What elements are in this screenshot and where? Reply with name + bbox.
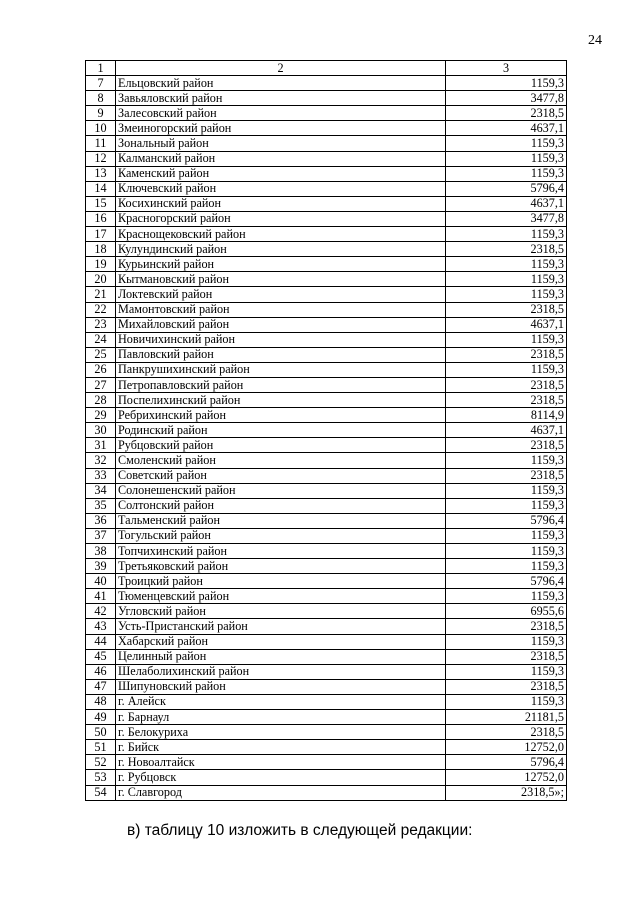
amount-value: 1159,3 (446, 453, 567, 468)
amount-value: 5796,4 (446, 513, 567, 528)
amount-value: 2318,5 (446, 619, 567, 634)
row-number: 37 (86, 528, 116, 543)
amount-value: 1159,3 (446, 287, 567, 302)
amount-value: 1159,3 (446, 151, 567, 166)
table-header-row (86, 61, 567, 76)
municipality-name: Завьяловский район (116, 91, 446, 106)
amount-value: 2318,5 (446, 649, 567, 664)
municipality-name: г. Новоалтайск (116, 755, 446, 770)
row-number: 51 (86, 740, 116, 755)
table-row (86, 438, 567, 453)
row-number: 44 (86, 634, 116, 649)
amount-value: 2318,5 (446, 377, 567, 392)
municipality-name: Шипуновский район (116, 679, 446, 694)
table-row (86, 740, 567, 755)
row-number: 10 (86, 121, 116, 136)
table-row (86, 76, 567, 91)
table-row (86, 317, 567, 332)
amount-value: 21181,5 (446, 710, 567, 725)
table-row (86, 513, 567, 528)
amount-value: 6955,6 (446, 604, 567, 619)
table-row (86, 468, 567, 483)
amount-value: 2318,5 (446, 302, 567, 317)
row-number: 32 (86, 453, 116, 468)
table-row (86, 91, 567, 106)
municipality-name: Курьинский район (116, 257, 446, 272)
amount-value: 1159,3 (446, 362, 567, 377)
row-number: 36 (86, 513, 116, 528)
row-number: 31 (86, 438, 116, 453)
row-number: 28 (86, 393, 116, 408)
amount-value: 2318,5 (446, 468, 567, 483)
row-number: 19 (86, 257, 116, 272)
municipality-name: Зональный район (116, 136, 446, 151)
amount-value: 1159,3 (446, 257, 567, 272)
municipality-name: Тюменцевский район (116, 589, 446, 604)
table-row (86, 347, 567, 362)
municipality-name: Панкрушихинский район (116, 362, 446, 377)
table-body (86, 61, 567, 801)
municipality-name: Поспелихинский район (116, 393, 446, 408)
table-row (86, 664, 567, 679)
amount-value: 1159,3 (446, 136, 567, 151)
row-number: 22 (86, 302, 116, 317)
table-row (86, 619, 567, 634)
table-row (86, 121, 567, 136)
row-number: 50 (86, 725, 116, 740)
row-number: 48 (86, 694, 116, 709)
row-number: 12 (86, 151, 116, 166)
municipality-name: Косихинский район (116, 196, 446, 211)
table-row (86, 770, 567, 785)
table-row (86, 649, 567, 664)
row-number: 45 (86, 649, 116, 664)
municipality-name: Тогульский район (116, 528, 446, 543)
table-row (86, 242, 567, 257)
municipality-name: Солтонский район (116, 498, 446, 513)
amount-value: 1159,3 (446, 559, 567, 574)
municipality-name: Ключевский район (116, 181, 446, 196)
row-number: 8 (86, 91, 116, 106)
table-row (86, 785, 567, 800)
row-number: 9 (86, 106, 116, 121)
municipality-name: Новичихинский район (116, 332, 446, 347)
table-row (86, 498, 567, 513)
amount-value: 1159,3 (446, 528, 567, 543)
allocation-table (85, 60, 567, 801)
row-number: 29 (86, 408, 116, 423)
table-row (86, 227, 567, 242)
table-row (86, 287, 567, 302)
table-row (86, 589, 567, 604)
municipality-name: Петропавловский район (116, 377, 446, 392)
municipality-name: Рубцовский район (116, 438, 446, 453)
municipality-name: г. Бийск (116, 740, 446, 755)
municipality-name: Тальменский район (116, 513, 446, 528)
amount-value: 1159,3 (446, 664, 567, 679)
municipality-name: Ребрихинский район (116, 408, 446, 423)
row-number: 41 (86, 589, 116, 604)
municipality-name: Топчихинский район (116, 544, 446, 559)
table-row (86, 528, 567, 543)
municipality-name: Целинный район (116, 649, 446, 664)
table-row (86, 196, 567, 211)
table-row (86, 559, 567, 574)
municipality-name: Мамонтовский район (116, 302, 446, 317)
municipality-name: Михайловский район (116, 317, 446, 332)
row-number: 27 (86, 377, 116, 392)
municipality-name: Кулундинский район (116, 242, 446, 257)
municipality-name: Шелаболихинский район (116, 664, 446, 679)
row-number: 42 (86, 604, 116, 619)
table-row (86, 272, 567, 287)
row-number: 39 (86, 559, 116, 574)
row-number: 18 (86, 242, 116, 257)
row-number: 17 (86, 227, 116, 242)
row-number: 38 (86, 544, 116, 559)
municipality-name: Кытмановский район (116, 272, 446, 287)
row-number: 23 (86, 317, 116, 332)
table-row (86, 393, 567, 408)
amount-value: 2318,5 (446, 242, 567, 257)
row-number: 49 (86, 710, 116, 725)
amount-value: 2318,5 (446, 393, 567, 408)
table-row (86, 423, 567, 438)
amount-value: 1159,3 (446, 544, 567, 559)
municipality-name: Ельцовский район (116, 76, 446, 91)
table-row (86, 679, 567, 694)
amount-value: 1159,3 (446, 166, 567, 181)
municipality-name: Троицкий район (116, 574, 446, 589)
table-row (86, 453, 567, 468)
municipality-name: Смоленский район (116, 453, 446, 468)
table-row (86, 725, 567, 740)
row-number: 47 (86, 679, 116, 694)
row-number: 35 (86, 498, 116, 513)
table-row (86, 166, 567, 181)
amount-value: 12752,0 (446, 770, 567, 785)
amount-value: 5796,4 (446, 755, 567, 770)
amount-value: 2318,5 (446, 106, 567, 121)
municipality-name: г. Барнаул (116, 710, 446, 725)
row-number: 54 (86, 785, 116, 800)
amount-value: 4637,1 (446, 423, 567, 438)
row-number: 34 (86, 483, 116, 498)
table-row (86, 151, 567, 166)
table-row (86, 106, 567, 121)
table-row (86, 483, 567, 498)
table-row (86, 302, 567, 317)
row-number: 53 (86, 770, 116, 785)
municipality-name: Третьяковский район (116, 559, 446, 574)
row-number: 46 (86, 664, 116, 679)
row-number: 33 (86, 468, 116, 483)
amount-value: 1159,3 (446, 227, 567, 242)
municipality-name: Калманский район (116, 151, 446, 166)
amount-value: 4637,1 (446, 196, 567, 211)
amount-value: 1159,3 (446, 76, 567, 91)
amount-value: 1159,3 (446, 694, 567, 709)
table-row (86, 604, 567, 619)
row-number: 40 (86, 574, 116, 589)
row-number: 14 (86, 181, 116, 196)
row-number: 13 (86, 166, 116, 181)
amount-value: 2318,5»; (446, 785, 567, 800)
row-number: 7 (86, 76, 116, 91)
amount-value: 4637,1 (446, 317, 567, 332)
amount-value: 5796,4 (446, 181, 567, 196)
row-number: 20 (86, 272, 116, 287)
header-cell-3: 3 (446, 61, 567, 76)
amount-value: 2318,5 (446, 725, 567, 740)
municipality-name: Усть-Пристанский район (116, 619, 446, 634)
table-row (86, 181, 567, 196)
amount-value: 1159,3 (446, 483, 567, 498)
amount-value: 1159,3 (446, 332, 567, 347)
municipality-name: Родинский район (116, 423, 446, 438)
row-number: 26 (86, 362, 116, 377)
amendment-paragraph: в) таблицу 10 изложить в следующей редакции: (127, 822, 473, 839)
table-row (86, 574, 567, 589)
table-row (86, 544, 567, 559)
amount-value: 4637,1 (446, 121, 567, 136)
municipality-name: г. Рубцовск (116, 770, 446, 785)
table-row (86, 136, 567, 151)
table-row (86, 755, 567, 770)
municipality-name: г. Алейск (116, 694, 446, 709)
municipality-name: Хабарский район (116, 634, 446, 649)
amount-value: 1159,3 (446, 272, 567, 287)
amount-value: 2318,5 (446, 347, 567, 362)
table-row (86, 377, 567, 392)
row-number: 43 (86, 619, 116, 634)
municipality-name: Солонешенский район (116, 483, 446, 498)
table-row (86, 710, 567, 725)
table-row (86, 332, 567, 347)
row-number: 30 (86, 423, 116, 438)
amount-value: 8114,9 (446, 408, 567, 423)
municipality-name: Советский район (116, 468, 446, 483)
amount-value: 1159,3 (446, 589, 567, 604)
municipality-name: Угловский район (116, 604, 446, 619)
row-number: 21 (86, 287, 116, 302)
row-number: 11 (86, 136, 116, 151)
municipality-name: Залесовский район (116, 106, 446, 121)
table-row (86, 257, 567, 272)
row-number: 24 (86, 332, 116, 347)
amount-value: 2318,5 (446, 679, 567, 694)
amount-value: 2318,5 (446, 438, 567, 453)
table-row (86, 362, 567, 377)
amount-value: 1159,3 (446, 498, 567, 513)
municipality-name: Красногорский район (116, 211, 446, 226)
table-row (86, 211, 567, 226)
municipality-name: Краснощековский район (116, 227, 446, 242)
amount-value: 3477,8 (446, 91, 567, 106)
row-number: 52 (86, 755, 116, 770)
municipality-name: г. Славгород (116, 785, 446, 800)
table-row (86, 408, 567, 423)
municipality-name: г. Белокуриха (116, 725, 446, 740)
table-row (86, 694, 567, 709)
row-number: 15 (86, 196, 116, 211)
header-cell-2: 2 (116, 61, 446, 76)
municipality-name: Змеиногорский район (116, 121, 446, 136)
municipality-name: Каменский район (116, 166, 446, 181)
table-row (86, 634, 567, 649)
municipality-name: Локтевский район (116, 287, 446, 302)
amount-value: 5796,4 (446, 574, 567, 589)
page-number: 24 (588, 33, 602, 48)
row-number: 16 (86, 211, 116, 226)
row-number: 25 (86, 347, 116, 362)
amount-value: 3477,8 (446, 211, 567, 226)
amount-value: 1159,3 (446, 634, 567, 649)
amount-value: 12752,0 (446, 740, 567, 755)
municipality-name: Павловский район (116, 347, 446, 362)
header-cell-1: 1 (86, 61, 116, 76)
